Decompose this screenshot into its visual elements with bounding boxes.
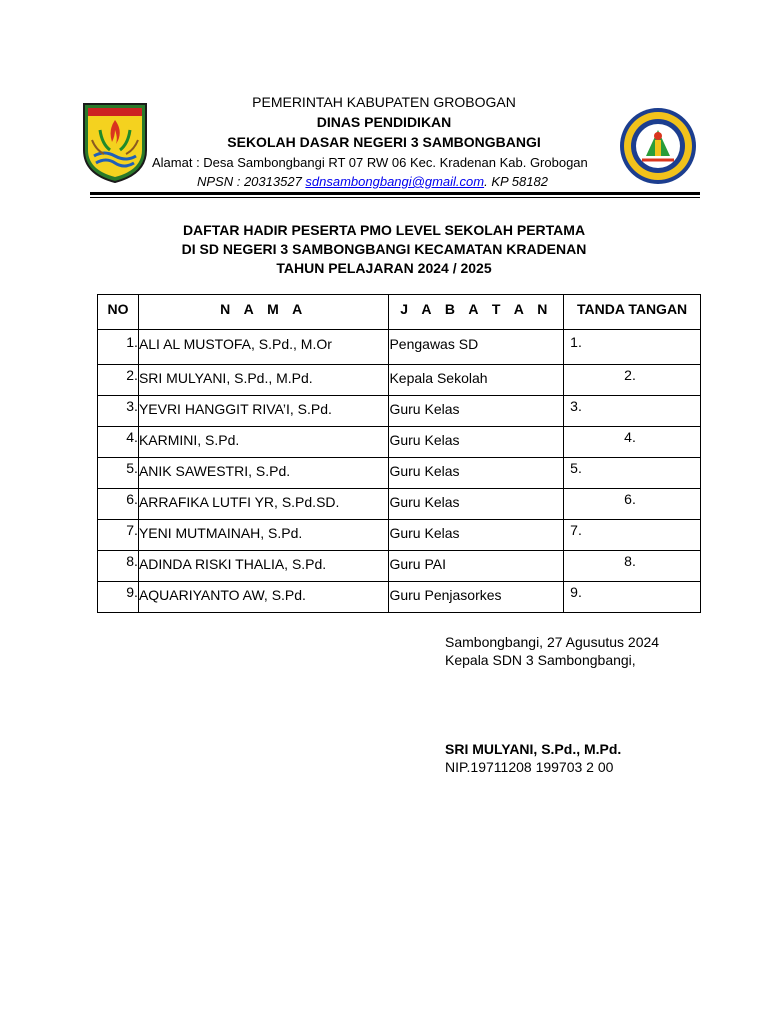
attendance-table — [97, 294, 701, 613]
row-number — [98, 396, 139, 427]
row-number — [98, 365, 139, 396]
row-position — [389, 330, 564, 365]
row-position-text: Guru Kelas — [389, 401, 460, 417]
row-name-text: ARRAFIKA LUTFI YR, S.Pd.SD. — [138, 494, 340, 510]
row-signature-cell-text: 5. — [570, 460, 582, 476]
header-school-name: SEKOLAH DASAR NEGERI 3 SAMBONGBANGI — [227, 134, 541, 150]
document-title-line3: TAHUN PELAJARAN 2024 / 2025 — [276, 260, 492, 276]
signature-place-date: Sambongbangi, 27 Agusutus 2024 — [445, 634, 660, 650]
row-position — [389, 551, 564, 582]
row-number-text: 8. — [126, 553, 138, 569]
row-signature-cell[interactable] — [564, 551, 701, 582]
row-signature-cell-text: 1. — [570, 334, 582, 350]
row-number — [98, 582, 139, 613]
row-signature-cell[interactable] — [564, 520, 701, 551]
row-position — [389, 582, 564, 613]
row-signature-cell[interactable] — [564, 582, 701, 613]
row-name — [138, 330, 389, 365]
header-government: PEMERINTAH KABUPATEN GROBOGAN — [252, 94, 516, 110]
header-rule-thick — [90, 192, 700, 195]
row-name-text: YEVRI HANGGIT RIVA’I, S.Pd. — [138, 401, 332, 417]
table-row — [98, 330, 701, 365]
table-row — [98, 489, 701, 520]
row-number-text: 4. — [126, 429, 138, 445]
row-position-text: Guru Kelas — [389, 494, 460, 510]
document-title-line1: DAFTAR HADIR PESERTA PMO LEVEL SEKOLAH PERTAMA — [182, 222, 586, 238]
row-name-text: ADINDA RISKI THALIA, S.Pd. — [138, 556, 327, 572]
row-name-text: ANIK SAWESTRI, S.Pd. — [138, 463, 291, 479]
row-position — [389, 489, 564, 520]
row-number — [98, 458, 139, 489]
letterhead — [0, 0, 768, 200]
signature-nip: NIP.19711208 199703 2 00 — [445, 759, 614, 775]
table-row — [98, 427, 701, 458]
row-name — [138, 582, 389, 613]
header-department: DINAS PENDIDIKAN — [316, 114, 452, 130]
row-number-text: 2. — [126, 367, 138, 383]
row-name — [138, 551, 389, 582]
header-nama: N A M A — [138, 295, 389, 330]
table-row — [98, 582, 701, 613]
email-link[interactable]: sdnsambongbangi@gmail.com — [305, 174, 485, 189]
row-signature-cell[interactable] — [564, 396, 701, 427]
row-number-text: 7. — [126, 522, 138, 538]
row-number-text: 5. — [126, 460, 138, 476]
row-signature-cell-text: 3. — [570, 398, 582, 414]
table-row — [98, 365, 701, 396]
row-name-text: YENI MUTMAINAH, S.Pd. — [138, 525, 303, 541]
row-position-text: Pengawas SD — [389, 336, 479, 352]
school-emblem-icon — [618, 106, 698, 186]
row-position — [389, 520, 564, 551]
row-number — [98, 551, 139, 582]
row-position-text: Guru PAI — [389, 556, 447, 572]
row-name-text: ALI AL MUSTOFA, S.Pd., M.Or — [138, 336, 332, 352]
row-number-text: 9. — [126, 584, 138, 600]
row-position — [389, 427, 564, 458]
table-row — [98, 396, 701, 427]
row-position-text: Guru Kelas — [389, 432, 460, 448]
row-signature-cell-text: 6. — [624, 491, 636, 507]
row-number-text: 1. — [126, 334, 138, 350]
row-name — [138, 458, 389, 489]
postal-code-text: . KP 58182 — [484, 174, 548, 189]
row-signature-cell-text: 2. — [624, 367, 636, 383]
row-name — [138, 365, 389, 396]
row-signature-cell-text: 7. — [570, 522, 582, 538]
row-position-text: Guru Kelas — [389, 463, 460, 479]
row-name-text: AQUARIYANTO AW, S.Pd. — [138, 587, 306, 603]
table-row — [98, 520, 701, 551]
signature-name: SRI MULYANI, S.Pd., M.Pd. — [445, 741, 622, 757]
row-signature-cell[interactable] — [564, 365, 701, 396]
document-title-line2: DI SD NEGERI 3 SAMBONGBANGI KECAMATAN KRADENAN — [181, 241, 587, 257]
row-position — [389, 365, 564, 396]
header-no: NO — [98, 295, 139, 330]
row-signature-cell[interactable] — [564, 427, 701, 458]
row-signature-cell-text: 8. — [624, 553, 636, 569]
header-jabatan: J A B A T A N — [389, 295, 564, 330]
row-position — [389, 396, 564, 427]
row-name — [138, 489, 389, 520]
row-position-text: Guru Kelas — [389, 525, 460, 541]
row-name — [138, 427, 389, 458]
table-row — [98, 551, 701, 582]
row-number-text: 6. — [126, 491, 138, 507]
signature-position: Kepala SDN 3 Sambongbangi, — [445, 652, 636, 668]
row-name — [138, 520, 389, 551]
header-tanda-tangan: TANDA TANGAN — [564, 295, 701, 330]
row-signature-cell-text: 9. — [570, 584, 582, 600]
row-position-text: Kepala Sekolah — [389, 370, 488, 386]
row-name-text: KARMINI, S.Pd. — [138, 432, 240, 448]
row-position-text: Guru Penjasorkes — [389, 587, 502, 603]
row-signature-cell-text: 4. — [624, 429, 636, 445]
row-number — [98, 489, 139, 520]
table-row — [98, 458, 701, 489]
row-number — [98, 330, 139, 365]
header-address: Alamat : Desa Sambongbangi RT 07 RW 06 Kec. Kradenan Kab. Grobogan — [152, 155, 588, 170]
header-rule-thin — [90, 197, 700, 198]
row-signature-cell[interactable] — [564, 489, 701, 520]
row-signature-cell[interactable] — [564, 330, 701, 365]
row-position — [389, 458, 564, 489]
npsn-text: NPSN : 20313527 — [197, 174, 306, 189]
row-number-text: 3. — [126, 398, 138, 414]
row-number — [98, 520, 139, 551]
row-number — [98, 427, 139, 458]
header-npsn-contact — [197, 174, 548, 189]
row-signature-cell[interactable] — [564, 458, 701, 489]
row-name — [138, 396, 389, 427]
row-name-text: SRI MULYANI, S.Pd., M.Pd. — [138, 370, 313, 386]
